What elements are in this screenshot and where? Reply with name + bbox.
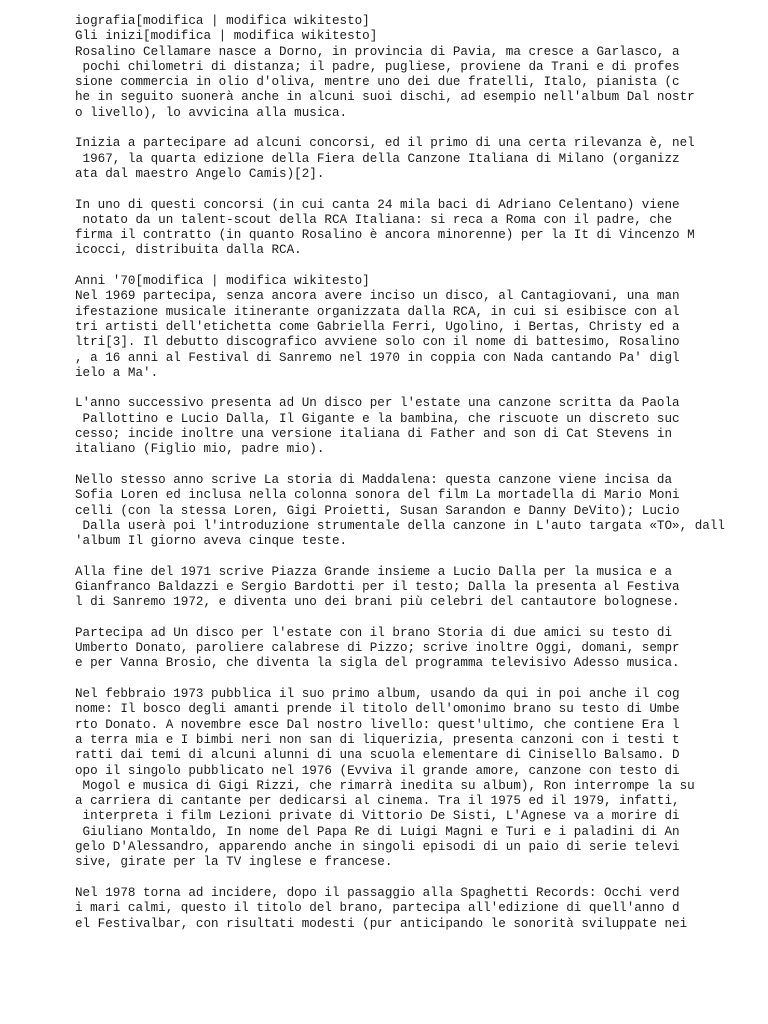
text-line: el Festivalbar, con risultati modesti (pur anticipando le sonorità sviluppate nei <box>75 916 688 931</box>
text-line: , a 16 anni al Festival di Sanremo nel 1970 in coppia con Nada cantando Pa' digl <box>75 350 680 365</box>
text-line: tri artisti dell'etichetta come Gabriella Ferri, Ugolino, i Bertas, Christy ed a <box>75 319 680 334</box>
text-line: ielo a Ma'. <box>75 365 159 380</box>
text-line: Gli inizi[modifica | modifica wikitesto] <box>75 29 378 44</box>
text-line: l di Sanremo 1972, e diventa uno dei brani più celebri del cantautore bolognese. <box>75 595 680 610</box>
text-line: Nel febbraio 1973 pubblica il suo primo album, usando da qui in poi anche il cog <box>75 687 680 702</box>
text-line: Umberto Donato, paroliere calabrese di Pizzo; scrive inoltre Oggi, domani, sempr <box>75 641 680 656</box>
section-heading <box>75 274 765 289</box>
text-line: notato da un talent-scout della RCA Italiana: si reca a Roma con il padre, che <box>75 212 673 227</box>
document-text <box>75 14 765 947</box>
text-line: Inizia a partecipare ad alcuni concorsi, ed il primo di una certa rilevanza è, nel <box>75 136 695 151</box>
paragraph <box>75 396 765 457</box>
text-line: Giuliano Montaldo, In nome del Papa Re di Luigi Magni e Turi e i paladini di An <box>75 824 680 839</box>
paragraph <box>75 198 765 259</box>
text-line: firma il contratto (in quanto Rosalino è ancora minorenne) per la It di Vincenzo M <box>75 228 695 243</box>
text-line: L'anno successivo presenta ad Un disco per l'estate una canzone scritta da Paola <box>75 396 680 411</box>
text-line: In uno di questi concorsi (in cui canta 24 mila baci di Adriano Celentano) viene <box>75 197 680 212</box>
text-line: a terra mia e I bimbi neri non san di liquerizia, presenta canzoni con i testi t <box>75 732 680 747</box>
text-line: Alla fine del 1971 scrive Piazza Grande insieme a Lucio Dalla per la musica e a <box>75 564 673 579</box>
paragraph <box>75 687 765 871</box>
text-line: ratti dai temi di alcuni alunni di una scuola elementare di Cinisello Balsamo. D <box>75 748 680 763</box>
text-line: icocci, distribuita dalla RCA. <box>75 243 302 258</box>
text-line: Mogol e musica di Gigi Rizzi, che rimarrà inedita su album), Ron interrompe la su <box>75 778 695 793</box>
text-line: nome: Il bosco degli amanti prende il titolo dell'omonimo brano su testo di Umbe <box>75 702 680 717</box>
text-line: Anni '70[modifica | modifica wikitesto] <box>75 274 370 289</box>
text-line: ltri[3]. Il debutto discografico avviene solo con il nome di battesimo, Rosalino <box>75 335 680 350</box>
text-line: cesso; incide inoltre una versione italiana di Father and son di Cat Stevens in <box>75 427 673 442</box>
paragraph <box>75 45 765 121</box>
text-line: he in seguito suonerà anche in alcuni suoi dischi, ad esempio nell'album Dal nostr <box>75 90 695 105</box>
text-line: o livello), lo avvicina alla musica. <box>75 105 348 120</box>
section-heading <box>75 29 765 44</box>
text-line: Gianfranco Baldazzi e Sergio Bardotti per il testo; Dalla la presenta al Festiva <box>75 579 680 594</box>
text-line: pochi chilometri di distanza; il padre, pugliese, proviene da Trani e di profes <box>75 59 680 74</box>
section-heading <box>75 14 765 29</box>
text-line: Nello stesso anno scrive La storia di Maddalena: questa canzone viene incisa da <box>75 472 673 487</box>
text-line: ifestazione musicale itinerante organizzata dalla RCA, in cui si esibisce con al <box>75 304 680 319</box>
text-line: italiano (Figlio mio, padre mio). <box>75 442 325 457</box>
text-line: iografia[modifica | modifica wikitesto] <box>75 14 370 28</box>
text-line: Partecipa ad Un disco per l'estate con il brano Storia di due amici su testo di <box>75 625 673 640</box>
text-line: Pallottino e Lucio Dalla, Il Gigante e la bambina, che riscuote un discreto suc <box>75 411 680 426</box>
text-line: Nel 1969 partecipa, senza ancora avere inciso un disco, al Cantagiovani, una man <box>75 289 680 304</box>
paragraph <box>75 136 765 182</box>
paragraph <box>75 289 765 381</box>
text-line: gelo D'Alessandro, apparendo anche in singoli episodi di un paio di serie televi <box>75 840 680 855</box>
text-line: Rosalino Cellamare nasce a Dorno, in provincia di Pavia, ma cresce a Garlasco, a <box>75 44 680 59</box>
text-line: Nel 1978 torna ad incidere, dopo il passaggio alla Spaghetti Records: Occhi verd <box>75 885 680 900</box>
paragraph <box>75 565 765 611</box>
text-line: opo il singolo pubblicato nel 1976 (Evviva il grande amore, canzone con testo di <box>75 763 680 778</box>
text-line: 'album Il giorno aveva cinque teste. <box>75 534 348 549</box>
text-line: interpreta i film Lezioni private di Vittorio De Sisti, L'Agnese va a morire di <box>75 809 680 824</box>
text-line: rto Donato. A novembre esce Dal nostro livello: quest'ultimo, che contiene Era l <box>75 717 680 732</box>
text-line: Sofia Loren ed inclusa nella colonna sonora del film La mortadella di Mario Moni <box>75 488 680 503</box>
text-line: Dalla userà poi l'introduzione strumentale della canzone in L'auto targata «TO», dall <box>75 518 725 533</box>
text-line: sione commercia in olio d'oliva, mentre uno dei due fratelli, Italo, pianista (c <box>75 75 680 90</box>
text-line: e per Vanna Brosio, che diventa la sigla del programma televisivo Adesso musica. <box>75 656 680 671</box>
text-line: i mari calmi, questo il titolo del brano, partecipa all'edizione di quell'anno d <box>75 901 680 916</box>
text-line: 1967, la quarta edizione della Fiera della Canzone Italiana di Milano (organizz <box>75 151 680 166</box>
text-line: sive, girate per la TV inglese e francese. <box>75 855 393 870</box>
paragraph <box>75 886 765 932</box>
paragraph <box>75 626 765 672</box>
text-line: celli (con la stessa Loren, Gigi Proietti, Susan Sarandon e Danny DeVito); Lucio <box>75 503 680 518</box>
text-line: ata dal maestro Angelo Camis)[2]. <box>75 166 325 181</box>
text-line: a carriera di cantante per dedicarsi al cinema. Tra il 1975 ed il 1979, infatti, <box>75 794 680 809</box>
paragraph <box>75 473 765 549</box>
